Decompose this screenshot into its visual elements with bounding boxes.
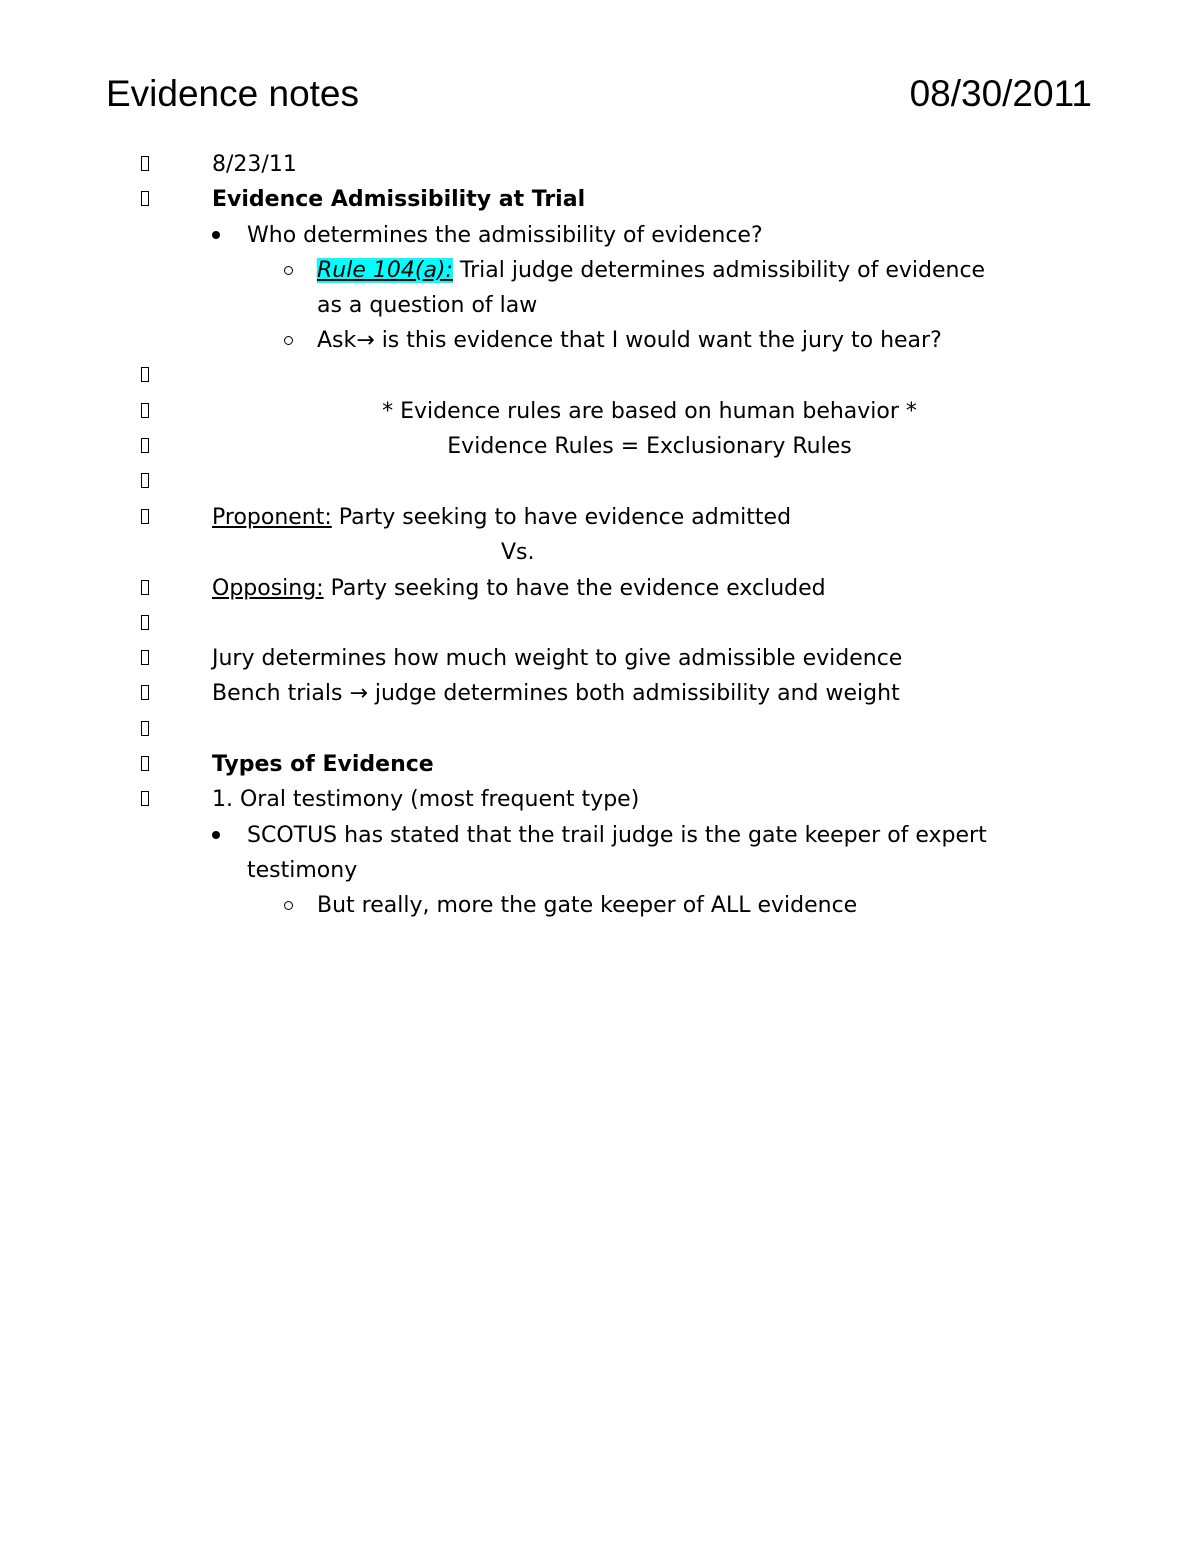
rule-citation: Rule 104(a): <box>317 258 453 283</box>
sub-bullet-line <box>0 323 1200 358</box>
outline-marker-icon <box>141 438 149 453</box>
arrow-icon: → <box>349 681 368 706</box>
definition-line <box>212 571 826 606</box>
rule-text-continued: as a question of law <box>317 293 538 318</box>
outline-marker-icon <box>141 473 149 488</box>
centered-note: Evidence Rules = Exclusionary Rules <box>447 434 852 459</box>
outline-line <box>0 464 1200 499</box>
bullet-text: Who determines the admissibility of evidence? <box>247 223 763 248</box>
outline-marker-icon <box>141 685 149 700</box>
jury-note: Jury determines how much weight to give admissible evidence <box>212 646 903 671</box>
sub-bullet-text: But really, more the gate keeper of ALL evidence <box>317 893 858 918</box>
sub-bullet-line <box>0 253 1200 288</box>
outline-marker-icon <box>141 509 149 524</box>
note-date: 8/23/11 <box>212 152 297 177</box>
outline-marker-icon <box>141 156 149 171</box>
sub-bullet-line <box>0 888 1200 923</box>
outline-line <box>0 571 1200 606</box>
outline-line <box>0 606 1200 641</box>
outline-marker-icon <box>141 791 149 806</box>
versus-text: Vs. <box>501 540 535 565</box>
outline-marker-icon <box>141 615 149 630</box>
section-heading: Evidence Admissibility at Trial <box>212 187 586 212</box>
bullet-dot-icon <box>212 831 220 839</box>
evidence-type: 1. Oral testimony (most frequent type) <box>212 787 640 812</box>
bench-text: judge determines both admissibility and weight <box>367 681 900 706</box>
outline-marker-icon <box>141 403 149 418</box>
bullet-line <box>0 818 1200 853</box>
page-title: Evidence notes <box>106 73 360 114</box>
outline-line <box>0 394 1200 429</box>
bullet-dot-icon <box>212 231 220 239</box>
outline-marker-icon <box>141 580 149 595</box>
bench-note <box>212 676 900 711</box>
outline-marker-icon <box>141 650 149 665</box>
definition-line <box>212 500 791 535</box>
rule-text: Trial judge determines admissibility of evidence <box>452 258 986 283</box>
arrow-icon: → <box>356 328 375 353</box>
bullet-text-continued: testimony <box>247 858 358 883</box>
outline-line <box>0 147 1200 182</box>
outline-line <box>0 676 1200 711</box>
vs-line <box>0 535 1200 570</box>
ask-text: is this evidence that I would want the jury to hear? <box>374 328 942 353</box>
outline-line <box>0 641 1200 676</box>
sub-bullet-text <box>317 253 985 288</box>
bullet-circle-icon <box>284 901 293 910</box>
page-date: 08/30/2011 <box>909 73 1092 114</box>
outline-line <box>0 429 1200 464</box>
outline-marker-icon <box>141 191 149 206</box>
ask-label: Ask <box>317 328 357 353</box>
outline-line <box>0 712 1200 747</box>
outline-line <box>0 358 1200 393</box>
bench-label: Bench trials <box>212 681 350 706</box>
section-heading: Types of Evidence <box>212 752 434 777</box>
bullet-line <box>0 218 1200 253</box>
outline-line <box>0 182 1200 217</box>
outline-line <box>0 747 1200 782</box>
outline-line <box>0 500 1200 535</box>
proponent-label: Proponent: <box>212 505 332 530</box>
continuation-line <box>0 288 1200 323</box>
page-header <box>106 68 1092 120</box>
proponent-text: Party seeking to have evidence admitted <box>331 505 792 530</box>
continuation-line <box>0 853 1200 888</box>
opposing-text: Party seeking to have the evidence excluded <box>323 576 826 601</box>
outline-marker-icon <box>141 367 149 382</box>
bullet-circle-icon <box>284 266 293 275</box>
outline-marker-icon <box>141 721 149 736</box>
centered-note: * Evidence rules are based on human behavior * <box>382 399 917 424</box>
opposing-label: Opposing: <box>212 576 324 601</box>
outline-marker-icon <box>141 756 149 771</box>
sub-bullet-text <box>317 323 942 358</box>
outline-line <box>0 782 1200 817</box>
bullet-text: SCOTUS has stated that the trail judge is the gate keeper of expert <box>247 823 987 848</box>
bullet-circle-icon <box>284 336 293 345</box>
